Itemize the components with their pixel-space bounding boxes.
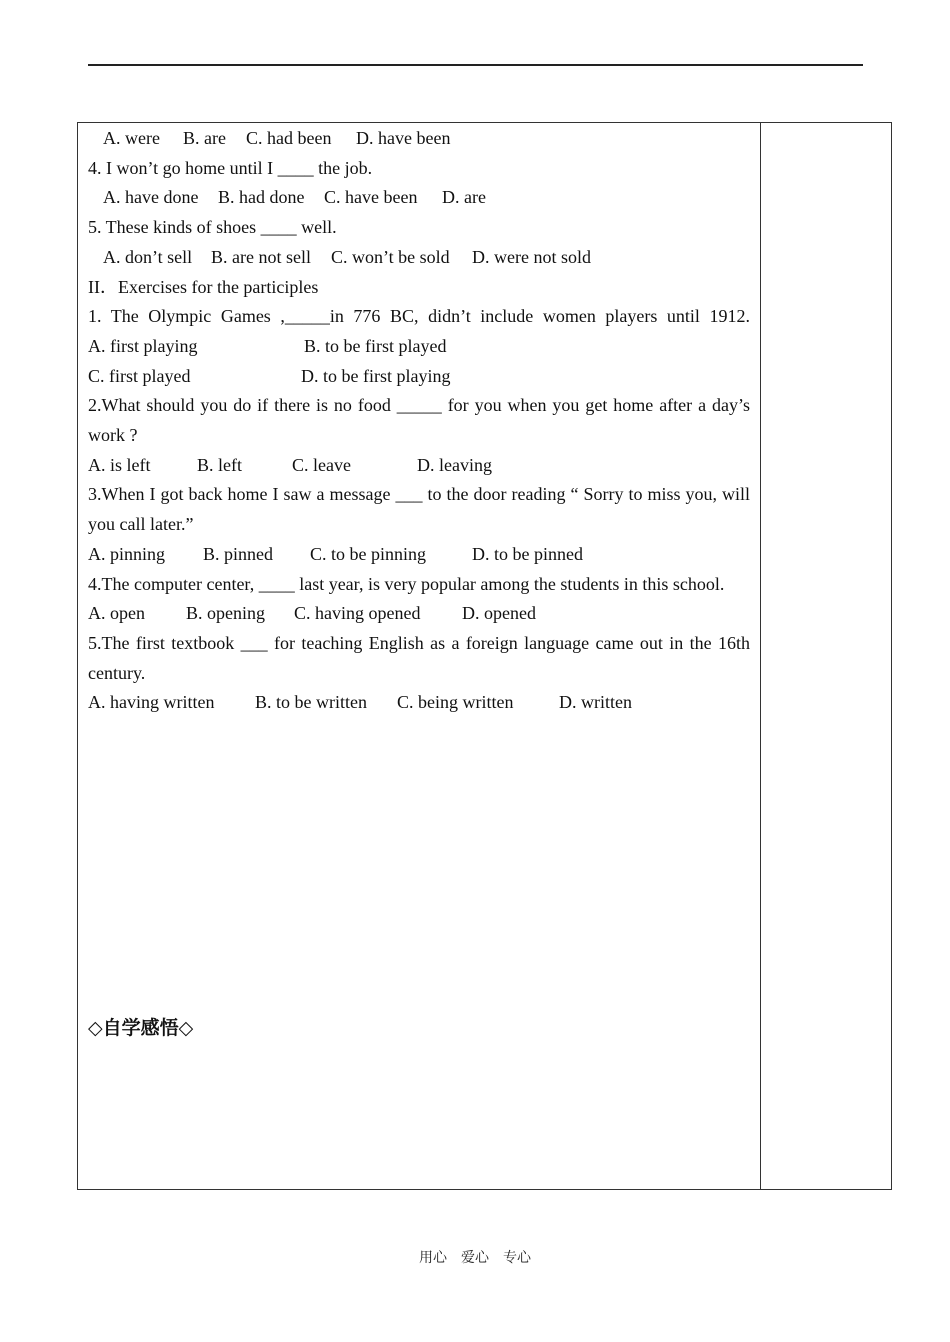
option: D. to be pinned bbox=[472, 543, 583, 564]
s1-q5-stem: 5. These kinds of shoes ____ well. bbox=[88, 217, 337, 238]
option: C. having opened bbox=[294, 603, 421, 624]
header-rule bbox=[88, 64, 863, 66]
option: B. are bbox=[183, 128, 226, 148]
s2-q3-options bbox=[88, 540, 750, 570]
s2-q2-options bbox=[88, 451, 750, 481]
s2-q1-stem: 1. The Olympic Games ,_____in 776 BC, didn’t include women players until 1912. bbox=[88, 306, 750, 327]
s2-q1-options-row1 bbox=[88, 332, 750, 362]
option: B. are not sell bbox=[211, 246, 311, 267]
s1-q3-options bbox=[88, 124, 750, 154]
option: A. pinning bbox=[88, 543, 166, 564]
notes-column-divider bbox=[760, 122, 761, 1190]
s2-q4-options bbox=[88, 599, 750, 629]
option: A. having written bbox=[88, 692, 215, 713]
option: D. are bbox=[442, 187, 486, 208]
s2-q4-stem: 4.The computer center, ____ last year, is very popular among the students in this school. bbox=[88, 573, 725, 594]
s2-q2-stem: 2.What should you do if there is no food _____ for you when you get home after a day’s work ? bbox=[88, 395, 750, 446]
s2-q5-stem: 5.The first textbook ___ for teaching English as a foreign language came out in the 16th century. bbox=[88, 632, 750, 683]
option: B. to be written bbox=[255, 692, 367, 713]
option: B. left bbox=[197, 454, 242, 475]
s1-q5-options bbox=[88, 243, 750, 273]
option: A. have done bbox=[103, 187, 199, 208]
option: A. don’t sell bbox=[103, 246, 193, 267]
page-footer: 用心 爱心 专心 bbox=[419, 1250, 531, 1266]
option: C. to be pinning bbox=[310, 543, 426, 564]
option: B. had done bbox=[218, 187, 305, 208]
s2-q1-options-row2 bbox=[88, 362, 750, 392]
option: D. leaving bbox=[417, 454, 492, 475]
option: B. opening bbox=[186, 603, 265, 624]
option: D. have been bbox=[356, 128, 451, 148]
option: B. pinned bbox=[203, 543, 273, 564]
option: C. have been bbox=[324, 187, 418, 208]
option: A. is left bbox=[88, 454, 151, 475]
option: C. had been bbox=[246, 128, 332, 148]
option: A. open bbox=[88, 603, 145, 624]
exercise-content bbox=[88, 124, 750, 718]
option: C. being written bbox=[397, 692, 514, 713]
option: D. opened bbox=[462, 603, 536, 624]
option: C. won’t be sold bbox=[331, 246, 450, 267]
s1-q4-options bbox=[88, 183, 750, 213]
option: A. first playing bbox=[88, 335, 198, 356]
s2-q3-stem: 3.When I got back home I saw a message ___ to the door reading “ Sorry to miss you, will you call later.” bbox=[88, 484, 750, 535]
option: A. were bbox=[103, 128, 160, 148]
option: D. were not sold bbox=[472, 246, 591, 267]
reflection-heading: ◇自学感悟◇ bbox=[88, 1017, 194, 1039]
section-heading: II．Exercises for the participles bbox=[88, 276, 319, 297]
option: D. written bbox=[559, 692, 632, 713]
option: C. leave bbox=[292, 454, 351, 475]
option: C. first played bbox=[88, 365, 191, 386]
s1-q4-stem: 4. I won’t go home until I ____ the job. bbox=[88, 157, 373, 178]
option: D. to be first playing bbox=[301, 365, 451, 386]
option: B. to be first played bbox=[304, 335, 447, 356]
s2-q5-options bbox=[88, 688, 750, 718]
